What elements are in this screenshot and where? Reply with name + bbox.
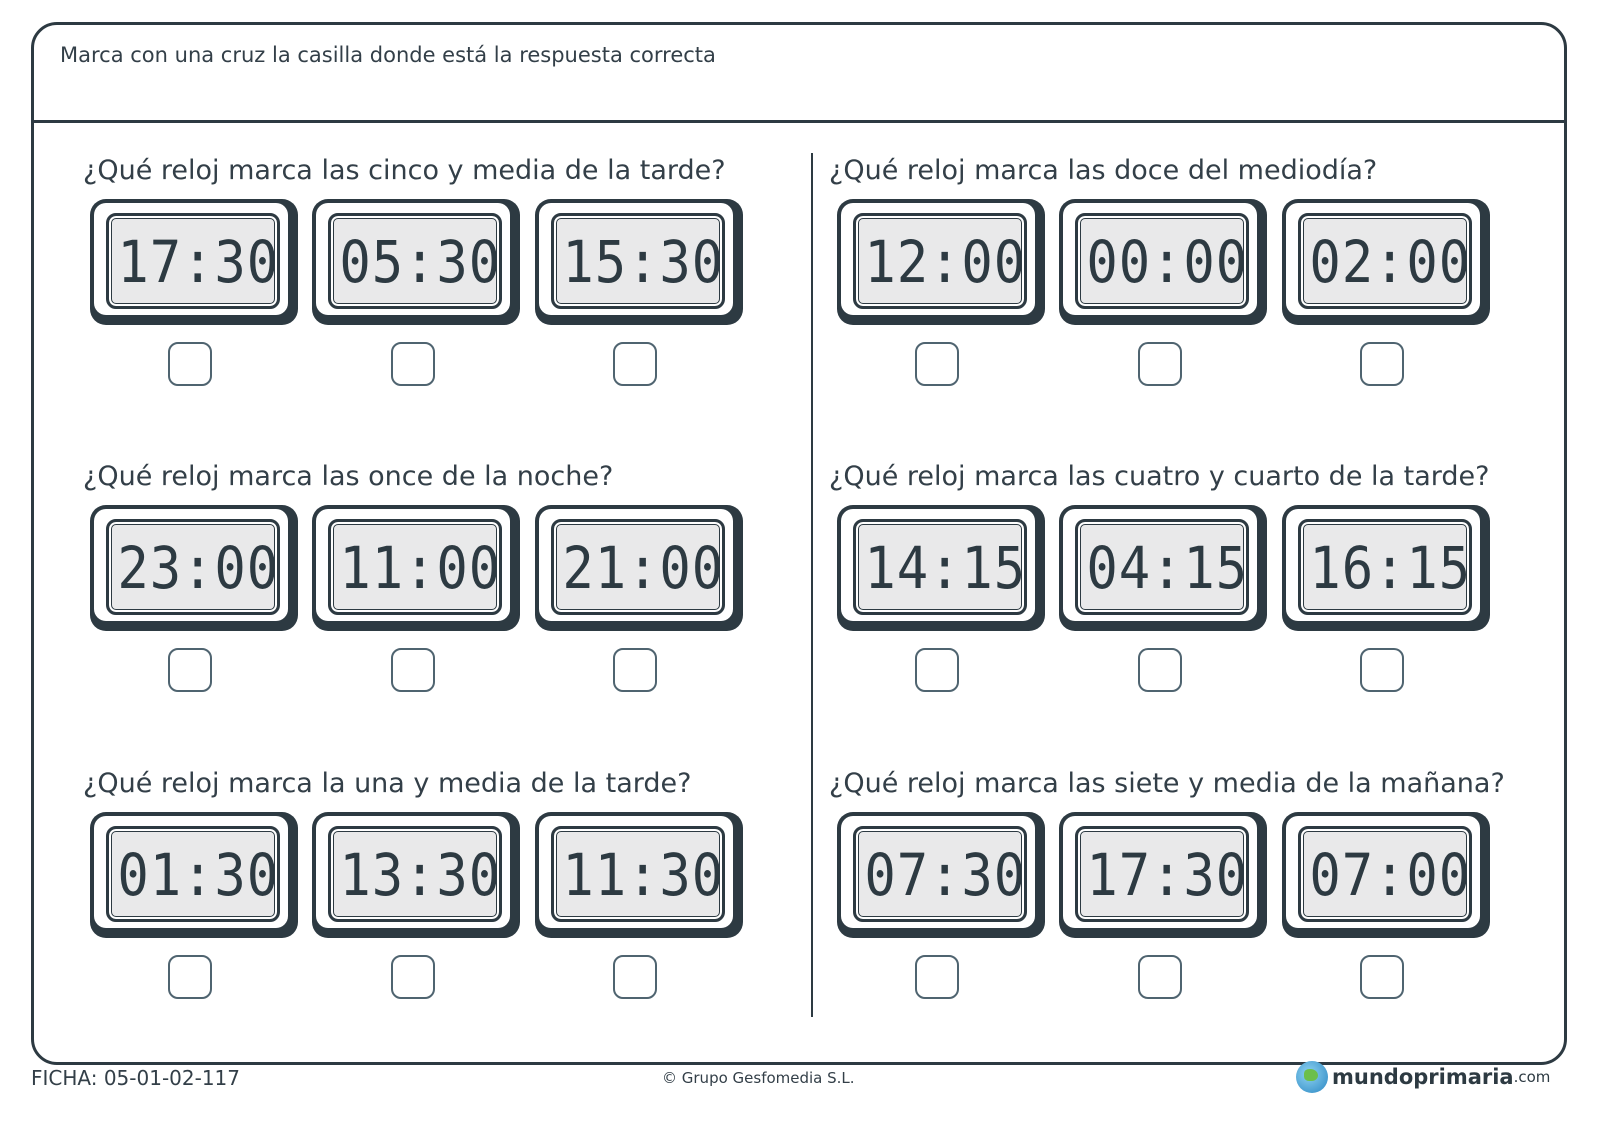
clock-display [328, 519, 502, 615]
clock-option [837, 505, 1045, 631]
answer-checkbox[interactable] [1360, 342, 1404, 386]
clock-display [1298, 213, 1472, 309]
question-4: ¿Qué reloj marca las cuatro y cuarto de la tarde? [829, 461, 1490, 492]
answer-checkbox[interactable] [1138, 342, 1182, 386]
clock-time: 23:00 [117, 534, 280, 602]
clock-option [1059, 505, 1267, 631]
clock-display [106, 519, 280, 615]
clock-display [551, 213, 725, 309]
copyright-notice: © Grupo Gesfomedia S.L. [662, 1069, 855, 1087]
clock-display [328, 826, 502, 922]
answer-checkbox[interactable] [391, 648, 435, 692]
clock-option [1059, 812, 1267, 938]
question-2: ¿Qué reloj marca las doce del mediodía? [829, 155, 1378, 186]
clock-option [1282, 199, 1490, 325]
site-logo[interactable] [1296, 1060, 1550, 1094]
clock-display [1075, 519, 1249, 615]
clock-display [853, 826, 1027, 922]
clock-option [90, 505, 298, 631]
clock-time: 14:15 [864, 534, 1027, 602]
question-5: ¿Qué reloj marca la una y media de la tarde? [83, 768, 692, 799]
answer-checkbox[interactable] [168, 955, 212, 999]
clock-time: 07:30 [864, 841, 1027, 909]
clock-time: 17:30 [117, 228, 280, 296]
clock-option [837, 199, 1045, 325]
clock-time: 00:00 [1086, 228, 1249, 296]
clock-display [1298, 519, 1472, 615]
answer-checkbox[interactable] [168, 342, 212, 386]
answer-checkbox[interactable] [1360, 955, 1404, 999]
answer-checkbox[interactable] [613, 342, 657, 386]
clock-time: 16:15 [1309, 534, 1472, 602]
column-divider [811, 153, 813, 1017]
answer-checkbox[interactable] [391, 955, 435, 999]
worksheet-code: FICHA: 05-01-02-117 [31, 1066, 241, 1090]
clock-option [837, 812, 1045, 938]
clock-time: 01:30 [117, 841, 280, 909]
clock-display [551, 826, 725, 922]
clock-time: 17:30 [1086, 841, 1249, 909]
instruction-text: Marca con una cruz la casilla donde está la respuesta correcta [60, 43, 716, 67]
clock-option [1282, 505, 1490, 631]
clock-time: 05:30 [339, 228, 502, 296]
question-1: ¿Qué reloj marca las cinco y media de la tarde? [83, 155, 726, 186]
question-6: ¿Qué reloj marca las siete y media de la mañana? [829, 768, 1505, 799]
clock-display [106, 213, 280, 309]
clock-display [853, 213, 1027, 309]
answer-checkbox[interactable] [168, 648, 212, 692]
clock-time: 13:30 [339, 841, 502, 909]
answer-checkbox[interactable] [613, 955, 657, 999]
clock-time: 11:00 [339, 534, 502, 602]
clock-time: 07:00 [1309, 841, 1472, 909]
clock-option [535, 505, 743, 631]
clock-display [551, 519, 725, 615]
clock-option [90, 812, 298, 938]
answer-checkbox[interactable] [1138, 955, 1182, 999]
clock-time: 12:00 [864, 228, 1027, 296]
clock-display [328, 213, 502, 309]
clock-time: 02:00 [1309, 228, 1472, 296]
answer-checkbox[interactable] [613, 648, 657, 692]
clock-option [1282, 812, 1490, 938]
clock-option [312, 199, 520, 325]
answer-checkbox[interactable] [915, 648, 959, 692]
clock-time: 11:30 [562, 841, 725, 909]
clock-time: 21:00 [562, 534, 725, 602]
clock-option [312, 812, 520, 938]
clock-display [853, 519, 1027, 615]
clock-option [535, 199, 743, 325]
clock-display [1075, 213, 1249, 309]
clock-display [106, 826, 280, 922]
clock-option [312, 505, 520, 631]
question-3: ¿Qué reloj marca las once de la noche? [83, 461, 614, 492]
answer-checkbox[interactable] [1360, 648, 1404, 692]
clock-time: 15:30 [562, 228, 725, 296]
globe-icon [1296, 1061, 1328, 1093]
header-divider [34, 120, 1564, 123]
answer-checkbox[interactable] [915, 342, 959, 386]
clock-display [1075, 826, 1249, 922]
logo-name: mundoprimaria [1332, 1065, 1514, 1089]
worksheet-frame [31, 22, 1567, 1065]
clock-time: 04:15 [1086, 534, 1249, 602]
clock-option [1059, 199, 1267, 325]
clock-option [535, 812, 743, 938]
clock-display [1298, 826, 1472, 922]
answer-checkbox[interactable] [1138, 648, 1182, 692]
answer-checkbox[interactable] [915, 955, 959, 999]
logo-domain: .com [1513, 1068, 1551, 1086]
clock-option [90, 199, 298, 325]
answer-checkbox[interactable] [391, 342, 435, 386]
